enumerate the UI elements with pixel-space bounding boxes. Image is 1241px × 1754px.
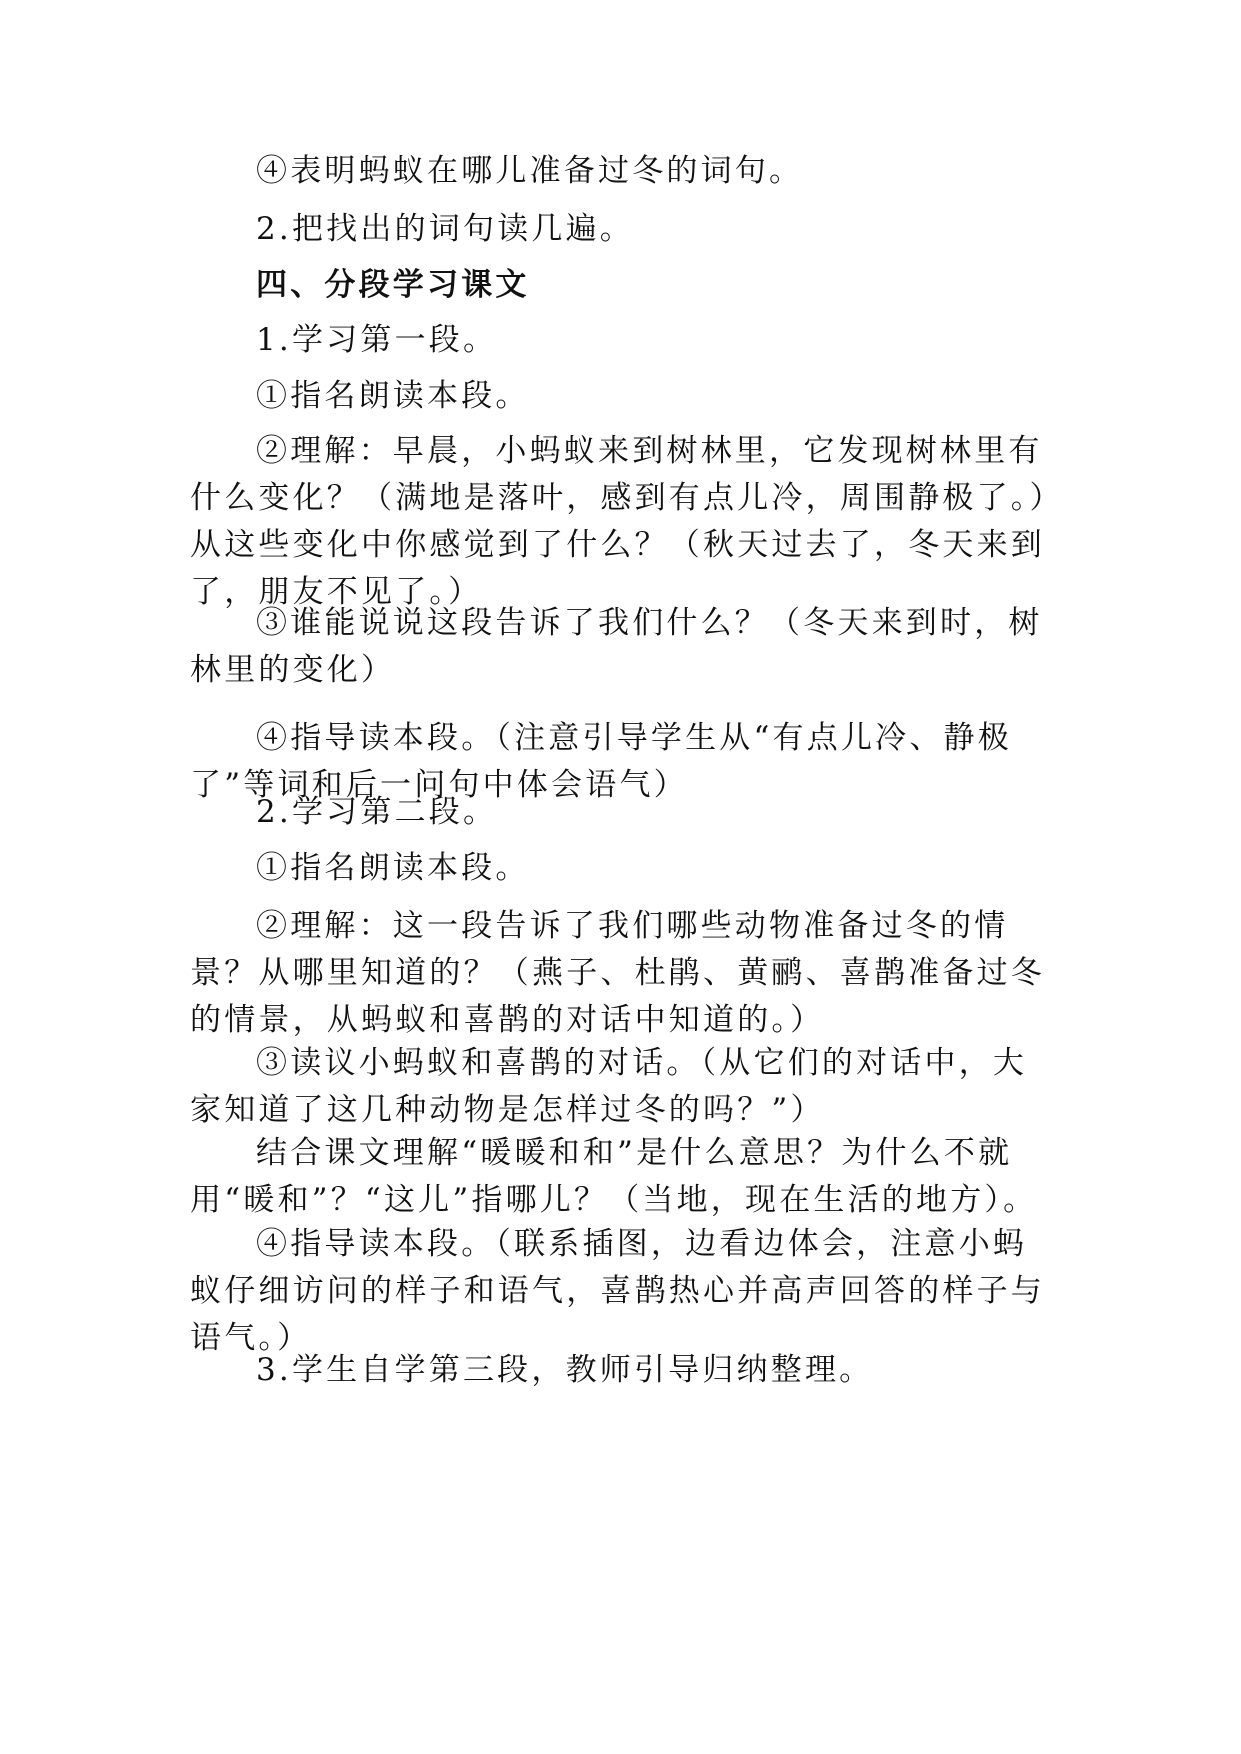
paragraph-guide-read-1: ④指导读本段。（注意引导学生从“有点儿冷、静极了”等词和后一问句中体会语气） [190, 720, 1012, 803]
paragraph-understand-2: ②理解：这一段告诉了我们哪些动物准备过冬的情景？从哪里知道的？（燕子、杜鹃、黄鹂、喜鹊准备过冬的情景，从蚂蚁和喜鹊的对话中知道的。） [190, 908, 1045, 1038]
paragraph-warm-meaning: 结合课文理解“暖暖和和”是什么意思？为什么不就用“暖和”？“这儿”指哪儿？（当地，现在生活的地方）。 [190, 1135, 1038, 1218]
paragraph-summary-1: ③谁能说说这段告诉了我们什么？（冬天来到时，树林里的变化） [190, 605, 1043, 688]
document-page [190, 0, 1050, 1754]
paragraph-read-words: 2.把找出的词句读几遍。 [256, 211, 634, 247]
paragraph-read-aloud-2: ①指名朗读本段。 [256, 850, 530, 886]
paragraph-read-aloud-1: ①指名朗读本段。 [256, 378, 530, 414]
paragraph-understand-1: ②理解：早晨，小蚂蚁来到树林里，它发现树林里有什么变化？（满地是落叶，感到有点儿冷，周围静极了。）从这些变化中你感觉到了什么？（秋天过去了，冬天来到了，朋友不见了。） [190, 433, 1049, 610]
paragraph-dialogue: ③读议小蚂蚁和喜鹊的对话。（从它们的对话中，大家知道了这几种动物是怎样过冬的吗？”） [190, 1045, 1028, 1128]
paragraph-step-4-location: ④表明蚂蚁在哪儿准备过冬的词句。 [256, 153, 804, 189]
paragraph-study-part-1: 1.学习第一段。 [256, 322, 498, 358]
section-heading: 四、分段学习课文 [256, 267, 530, 303]
paragraph-study-part-2: 2.学习第二段。 [256, 794, 498, 830]
paragraph-self-study-3: 3.学生自学第三段，教师引导归纳整理。 [256, 1352, 874, 1388]
paragraph-guide-read-2: ④指导读本段。（联系插图，边看边体会，注意小蚂蚁仔细访问的样子和语气，喜鹊热心并高声回答的样子与语气。） [190, 1226, 1045, 1356]
